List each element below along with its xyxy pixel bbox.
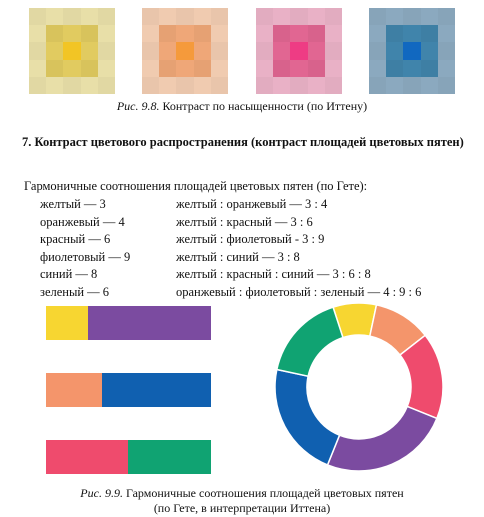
swatch-cell (403, 25, 420, 42)
swatch-cell (211, 8, 228, 25)
swatch-cell (142, 60, 159, 77)
list-item: желтый : красный — 3 : 6 (176, 214, 313, 229)
swatch-cell (438, 25, 455, 42)
swatch-cell (325, 42, 342, 59)
list-item: желтый : синий — 3 : 8 (176, 249, 300, 264)
list-item: фиолетовый — 9 (40, 249, 131, 264)
swatch-cell (273, 77, 290, 94)
swatch-cell (369, 25, 386, 42)
swatch-cell (176, 8, 193, 25)
swatch-yellow (29, 8, 115, 94)
swatch-cell (421, 25, 438, 42)
figure-caption-9-8 (0, 99, 484, 114)
swatch-cell (142, 25, 159, 42)
swatch-cell (142, 8, 159, 25)
swatch-cell (159, 77, 176, 94)
swatch-cell (273, 42, 290, 59)
swatch-cell (176, 77, 193, 94)
caption-ref: Рис. 9.9. (80, 486, 123, 500)
swatch-cell (142, 77, 159, 94)
list-item: желтый : фиолетовый - 3 : 9 (176, 232, 325, 246)
swatch-cell (256, 60, 273, 77)
swatch-cell (403, 42, 420, 59)
swatch-cell (63, 25, 80, 42)
swatch-cell (256, 8, 273, 25)
swatch-cell (46, 60, 63, 77)
bar-segment-blue (102, 373, 211, 407)
bar-segment-orange (46, 373, 102, 407)
swatch-cell (438, 60, 455, 77)
swatch-cell (159, 25, 176, 42)
intro-text: Гармоничные соотношения площадей цветовых пятен (по Гете): (24, 179, 368, 193)
swatch-cell (308, 25, 325, 42)
swatch-cell (81, 77, 98, 94)
list-item: зеленый — 6 (40, 284, 110, 299)
swatch-cell (159, 42, 176, 59)
swatch-cell (369, 42, 386, 59)
caption-ref: Рис. 9.8. (116, 99, 160, 113)
swatch-cell (421, 60, 438, 77)
swatch-cell (386, 25, 403, 42)
swatch-cell (176, 25, 193, 42)
swatch-cell (256, 42, 273, 59)
swatch-cell (142, 42, 159, 59)
swatch-cell (46, 25, 63, 42)
caption-line-1 (0, 486, 484, 501)
swatch-cell (63, 8, 80, 25)
swatch-cell (421, 42, 438, 59)
swatch-cell (256, 25, 273, 42)
swatch-cell (98, 8, 115, 25)
bar-segment-violet (88, 306, 211, 340)
swatch-cell (403, 60, 420, 77)
swatch-cell (369, 77, 386, 94)
swatch-cell (211, 60, 228, 77)
swatch-cell (290, 77, 307, 94)
swatch-cell (98, 42, 115, 59)
list-item: желтый — 3 (40, 197, 106, 211)
swatch-pink (256, 8, 342, 94)
swatch-cell (176, 42, 193, 59)
swatch-cell (29, 8, 46, 25)
section-heading: 7. Контраст цветового распространения (контраст площадей цветовых пятен) (22, 135, 464, 149)
bar-segment-yellow (46, 306, 88, 340)
swatch-cell (403, 77, 420, 94)
swatch-cell (421, 77, 438, 94)
swatch-cell (273, 25, 290, 42)
swatch-cell (211, 77, 228, 94)
list-item: оранжевый : фиолетовый : зеленый — 4 : 9 : 6 (176, 284, 422, 299)
bar-segment-red (46, 440, 128, 474)
swatch-cell (438, 8, 455, 25)
swatch-cell (29, 42, 46, 59)
swatch-cell (308, 77, 325, 94)
swatch-cell (98, 25, 115, 42)
swatch-cell (29, 60, 46, 77)
swatch-cell (308, 42, 325, 59)
swatch-blue (369, 8, 455, 94)
swatch-cell (29, 25, 46, 42)
donut-segment-blue (275, 370, 340, 465)
swatch-cell (46, 8, 63, 25)
figure-caption-9-9 (0, 486, 484, 516)
swatch-cell (273, 8, 290, 25)
donut-segment-green (277, 307, 343, 376)
ratio-donut (274, 302, 444, 472)
swatch-cell (46, 77, 63, 94)
list-item: красный — 6 (40, 232, 111, 246)
swatch-cell (403, 8, 420, 25)
swatch-cell (325, 77, 342, 94)
swatch-cell (325, 60, 342, 77)
swatch-cell (81, 60, 98, 77)
swatch-cell (63, 60, 80, 77)
swatch-cell (194, 60, 211, 77)
swatch-cell (421, 8, 438, 25)
swatch-cell (290, 8, 307, 25)
swatch-cell (81, 25, 98, 42)
swatch-cell (273, 60, 290, 77)
list-item: оранжевый — 4 (40, 214, 125, 229)
swatch-cell (159, 8, 176, 25)
caption-text: Контраст по насыщенности (по Иттену) (159, 99, 368, 113)
swatch-cell (290, 60, 307, 77)
swatch-cell (438, 77, 455, 94)
donut-segment-violet (328, 406, 437, 471)
caption-text: Гармоничные соотношения площадей цветовых пятен (122, 486, 404, 500)
swatch-cell (211, 42, 228, 59)
colors-list (40, 196, 130, 301)
swatch-cell (438, 42, 455, 59)
swatch-cell (159, 60, 176, 77)
swatch-cell (63, 77, 80, 94)
swatch-cell (194, 42, 211, 59)
list-item: желтый : красный : синий — 3 : 6 : 8 (176, 267, 371, 281)
swatch-cell (308, 60, 325, 77)
swatch-cell (386, 60, 403, 77)
swatch-cell (98, 60, 115, 77)
swatch-cell (386, 8, 403, 25)
swatch-cell (194, 77, 211, 94)
swatch-cell (290, 42, 307, 59)
caption-line-2: (по Гете, в интерпретации Иттена) (153, 501, 331, 515)
swatch-cell (386, 77, 403, 94)
swatch-cell (63, 42, 80, 59)
list-item: желтый : оранжевый — 3 : 4 (176, 197, 328, 211)
swatch-orange (142, 8, 228, 94)
bar-segment-green (128, 440, 211, 474)
swatch-cell (98, 77, 115, 94)
swatch-cell (308, 8, 325, 25)
list-item: синий — 8 (40, 267, 98, 281)
swatch-cell (290, 25, 307, 42)
ratios-list (176, 196, 421, 301)
swatch-cell (194, 25, 211, 42)
swatch-cell (211, 25, 228, 42)
swatch-cell (81, 8, 98, 25)
swatch-cell (325, 8, 342, 25)
swatch-cell (81, 42, 98, 59)
swatch-cell (369, 8, 386, 25)
swatch-cell (29, 77, 46, 94)
swatch-cell (46, 42, 63, 59)
swatch-cell (176, 60, 193, 77)
swatch-cell (325, 25, 342, 42)
swatch-cell (369, 60, 386, 77)
swatch-cell (386, 42, 403, 59)
swatch-cell (256, 77, 273, 94)
swatch-cell (194, 8, 211, 25)
